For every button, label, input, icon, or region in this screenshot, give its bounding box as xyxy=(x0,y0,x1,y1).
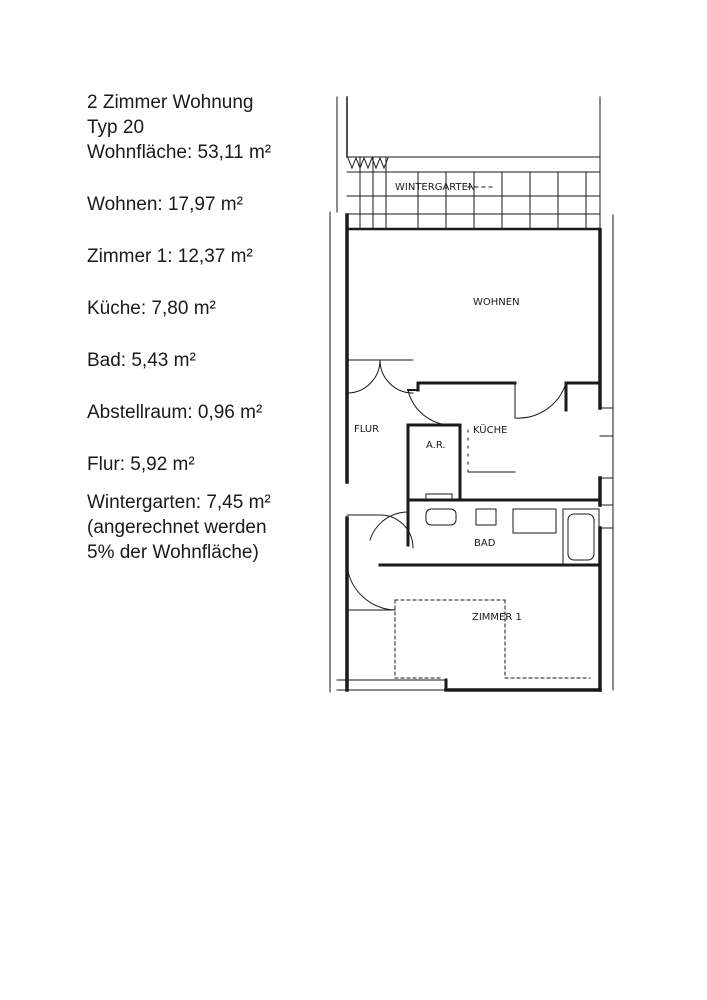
area-wohnen: Wohnen: 17,97 m² xyxy=(87,194,243,215)
apartment-type: Typ 20 xyxy=(87,117,145,138)
total-living-area: Wohnfläche: 53,11 m² xyxy=(87,142,272,163)
plan-label-abstellraum: A.R. xyxy=(426,440,446,451)
door-swings xyxy=(347,360,566,610)
area-zimmer1: Zimmer 1: 12,37 m² xyxy=(87,246,253,267)
area-kueche: Küche: 7,80 m² xyxy=(87,298,216,319)
area-wintergarten: Wintergarten: 7,45 m² xyxy=(87,492,271,513)
wintergarten-grid xyxy=(347,157,600,229)
apartment-title: 2 Zimmer Wohnung xyxy=(87,92,254,113)
plan-label-wohnen: WOHNEN xyxy=(473,297,520,308)
area-bad: Bad: 5,43 m² xyxy=(87,350,196,371)
bathroom-fixtures xyxy=(426,494,599,565)
note-line-2: 5% der Wohnfläche) xyxy=(87,542,259,563)
plan-label-zimmer1: ZIMMER 1 xyxy=(472,612,522,623)
area-flur: Flur: 5,92 m² xyxy=(87,454,195,475)
area-abstellraum: Abstellraum: 0,96 m² xyxy=(87,402,263,423)
plan-label-bad: BAD xyxy=(474,538,496,549)
plan-label-kueche: KÜCHE xyxy=(473,425,508,436)
plan-label-flur: FLUR xyxy=(354,424,380,435)
plan-label-wintergarten: WINTERGARTEN xyxy=(395,182,476,193)
note-line-1: (angerechnet werden xyxy=(87,517,267,538)
